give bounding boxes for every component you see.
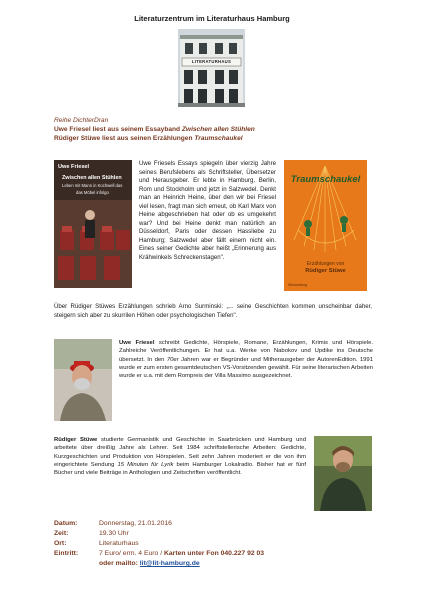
building-sign-text: LITERATURHAUS: [191, 59, 232, 64]
author-name: Rüdiger Stüwe: [54, 437, 98, 443]
reading-prefix: Rüdiger Stüwe liest aus seinen Erzählungen: [54, 135, 195, 142]
event-time-value: 19.30 Uhr: [99, 530, 129, 537]
book-publisher: Wiesenburg: [288, 283, 308, 287]
book-author: Uwe Friesel: [58, 164, 90, 170]
bio-text: schreibt Gedichte, Hörspiele, Romane, Erzählungen, Krimis und Hörspiele. Zahlreiche Veröffentlichungen. Er hat u.a. Werke von Nabokov und Updike ins Deutsche übersetzt. In den: [119, 340, 373, 363]
bio-text: studierte Germanistik und Geschichte in Saarbrücken und Hamburg und arbeitete über dreißig Jahre als Lehrer. Seit 1984 schriftstellerische Arbeiten: Gedichte, Kurzgeschichten und Produktion von Hörspielen. Seit zehn Jahren moderiert er die von ihm eingerichtete Sendung: [54, 437, 306, 468]
reading-prefix: Uwe Friesel liest aus seinem Essayband: [54, 126, 182, 133]
bio-uwe-friesel: [119, 339, 373, 380]
bio-text: beim Hamburger Lokalradio. Bisher hat er fünf Bücher und viele Beiträge in Anthologien und Zeitschriften veröffentlicht.: [54, 461, 306, 477]
page-title: Literaturzentrum im Literaturhaus Hamburg: [134, 14, 290, 23]
bio-text: Jahren war er Begründer und Mitherausgeber der AutorenEdition. 1991 wurde er zum ersten gesamtdeutschen VS-Vorsitzenden gewählt. Für seine literarischen Arbeiten wurde er u.a. mit dem Rompreis der Villa Massimo ausgezeichnet.: [119, 356, 373, 380]
literaturhaus-building-image: [178, 29, 245, 107]
event-date-row: [54, 519, 172, 528]
book-cover-zwischen-allen-stuehlen: [54, 160, 132, 288]
mail-prefix: oder mailto:: [99, 560, 140, 567]
event-time-row: [54, 529, 129, 538]
event-admission-row: [54, 549, 264, 558]
ticket-phone: Karten unter Fon 040.227 92 03: [163, 550, 265, 557]
author-name: Uwe Friesel: [119, 340, 155, 346]
bio-text-italic: 70er: [166, 356, 179, 363]
bio-text-italic: 15 Minuten für Lyrik: [117, 461, 174, 468]
event-date-label: Datum:: [54, 520, 78, 527]
essay-description: Uwe Friesels Essays spiegeln über vierzig Jahre seines Berufslebens als Schriftsteller, Übersetzer und Herausgeber. Er lebte in Hamburg, Berlin, Rom und Stockholm und jetzt in Salzwedel. Denkt man an Heinrich Heine, über den wir bei Friesel viel lesen, fragt man sich erneut, ob Karl Marx von Heine abgeschrieben hat oder ob es umgekehrt war? Und bei Heine denkt man natürlich an Düsseldorf, Paris oder dessen Hassliebe zu Hamburg; Salzwedel aber fällt einem nicht ein. Eines seiner Gedichte aber heißt „Erinnerung aus Krähwinkels Schreckenstagen".: [139, 160, 276, 261]
event-place-label: Ort:: [54, 540, 67, 547]
event-mail-row: [99, 559, 200, 568]
book-title: Zwischen allen Stühlen: [62, 175, 122, 181]
event-date-value: Donnerstag, 21.01.2016: [99, 520, 172, 527]
uwe-friesel-portrait: [54, 339, 112, 421]
book-subtitle: das Möbel infolgo: [76, 190, 109, 195]
reading-book-title: Zwischen allen Stühlen: [181, 126, 255, 133]
book-subtitle: Erzählungen von: [306, 261, 345, 267]
event-admission-value: 7 Euro/ erm. 4 Euro /: [99, 550, 164, 557]
series-title: Reihe DichterDran: [54, 117, 109, 124]
reading-line-friesel: [54, 126, 255, 133]
book-subtitle: Leben mit Mann in Kochwell das: [62, 183, 123, 188]
surminski-quote: Über Rüdiger Stüwes Erzählungen schrieb Arno Surminski: „... seine Geschichten kommen unscheinbar daher, steigern sich aber zu skurrilen Höhen oder psychologischen Tiefen".: [54, 303, 372, 319]
mail-link[interactable]: lit@lit-hamburg.de: [139, 560, 200, 567]
bio-ruediger-stuewe: [54, 436, 306, 477]
event-place-value: Literaturhaus: [99, 540, 139, 547]
book-title: Traumschaukel: [290, 174, 361, 185]
ruediger-stuewe-portrait: [314, 436, 372, 511]
reading-book-title: Traumschaukel: [194, 135, 243, 142]
event-admission-label: Eintritt:: [54, 550, 79, 557]
book-author: Rüdiger Stüwe: [305, 268, 346, 274]
reading-line-stuewe: [54, 135, 243, 142]
event-place-row: [54, 539, 139, 548]
book-cover-traumschaukel: [284, 160, 367, 291]
event-time-label: Zeit:: [54, 530, 69, 537]
